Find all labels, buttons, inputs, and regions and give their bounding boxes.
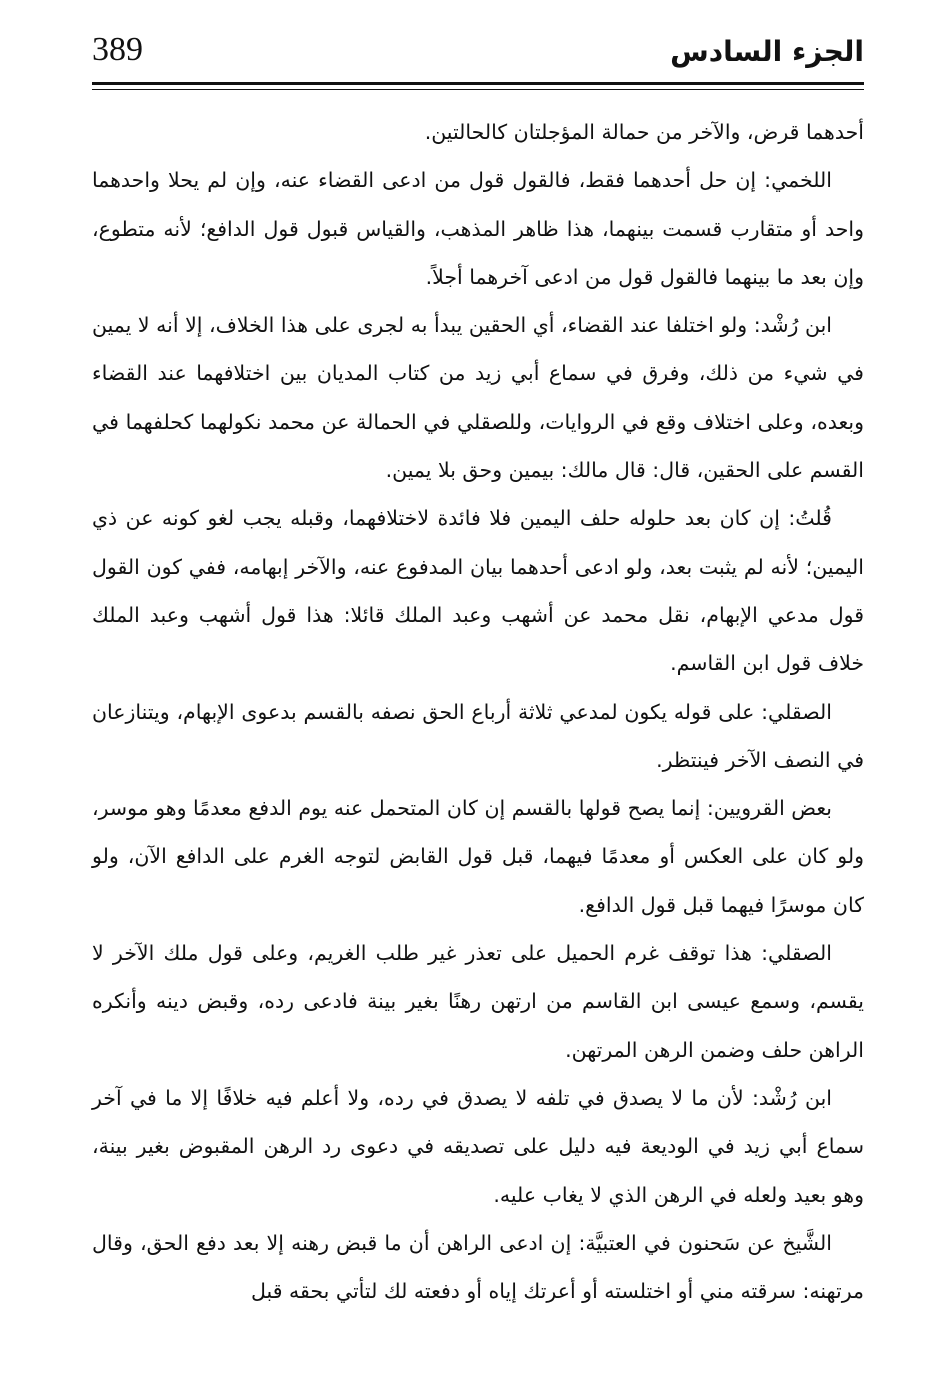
header-rule-thick <box>92 82 864 85</box>
paragraph: الشَّيخ عن سَحنون في العتبيَّة: إن ادعى الراهن أن ما قبض رهنه إلا بعد دفع الحق، وقال مرتهنه: سرقته مني أو اختلسته أو أعرتك إياه أو دفعته لك لتأتي بحقه قبل <box>92 1230 864 1304</box>
running-title: الجزء السادس <box>670 35 864 68</box>
paragraph: قُلتُ: إن كان بعد حلوله حلف اليمين فلا فائدة لاختلافهما، وقبله يجب لغو كونه عن ذي اليمين؛ لأنه لم يثبت بعد، ولو ادعى أحدهما بيان المدفوع عنه، والآخر إبهامه، ففي كون القول قول مدعي الإبهام، نقل محمد عن أشهب وعبد الملك قائلا: هذا قول أشهب وعبد الملك خلاف قول ابن القاسم. <box>92 506 864 676</box>
body-text <box>92 108 864 1315</box>
page-header <box>92 30 864 88</box>
paragraph: ابن رُشْد: ولو اختلفا عند القضاء، أي الحقين يبدأ به لجرى على هذا الخلاف، إلا أنه لا يمين في شيء من ذلك، وفرق في سماع أبي زيد من كتاب المديان بين اختلافهما عند القضاء وبعده، وعلى اختلاف وقع في الروايات، وللصقلي في الحمالة عن محمد نكولهما كحلفهما في القسم على الحقين، قال: قال مالك: بيمين وحق بلا يمين. <box>92 313 864 483</box>
paragraph: ابن رُشْد: لأن ما لا يصدق في تلفه لا يصدق في رده، ولا أعلم فيه خلافًا إلا ما في آخر سماع أبي زيد في الوديعة فيه دليل على تصديقه في دعوى رد الرهن المقبوض بغير بينة، وهو بعيد ولعله في الرهن الذي لا يغاب عليه. <box>92 1085 864 1207</box>
paragraph: اللخمي: إن حل أحدهما فقط، فالقول قول من ادعى القضاء عنه، وإن لم يحلا واحدهما واحد أو متقارب قسمت بينهما، هذا ظاهر المذهب، والقياس قبول قول الدافع؛ لأنه متطوع، وإن بعد ما بينهما فالقول قول من ادعى آخرهما أجلاً. <box>92 168 864 289</box>
page-number: 389 <box>92 31 143 68</box>
paragraph: الصقلي: على قوله يكون لمدعي ثلاثة أرباع الحق نصفه بالقسم بدعوى الإبهام، ويتنازعان في النصف الآخر فينتظر. <box>92 699 864 772</box>
paragraph: أحدهما قرض، والآخر من حمالة المؤجلتان كالحالتين. <box>424 120 864 144</box>
paragraph: الصقلي: هذا توقف غرم الحميل على تعذر غير طلب الغريم، وعلى قول ملك الآخر لا يقسم، وسمع عيسى ابن القاسم من ارتهن رهنًا بغير بينة فادعى رده، وقبض دينه وأنكره الراهن حلف وضمن الرهن المرتهن. <box>92 941 864 1062</box>
paragraph: بعض القرويين: إنما يصح قولها بالقسم إن كان المتحمل عنه يوم الدفع معدمًا وهو موسر، ولو كان على العكس أو معدمًا فيهما، قبل قول القابض لتوجه الغرم على الدافع الآن، ولو كان موسرًا فيهما قبل قول الدافع. <box>92 796 864 917</box>
header-rule-thin <box>92 89 864 90</box>
